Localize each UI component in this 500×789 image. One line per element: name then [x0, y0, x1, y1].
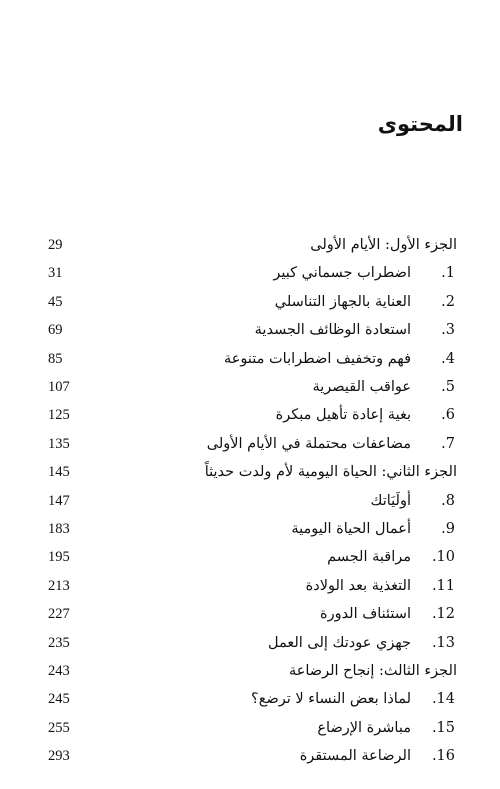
toc-chapter-row	[0, 346, 500, 372]
toc-chapter-row	[0, 317, 500, 343]
chapter-number: 8.	[441, 492, 455, 509]
page-number: 255	[48, 719, 70, 736]
toc-chapter-row	[0, 289, 500, 315]
page-number: 107	[48, 379, 70, 395]
toc-chapter-label	[371, 488, 456, 514]
chapter-title: اضطراب جسماني كبير	[273, 265, 411, 282]
toc-chapter-label	[320, 601, 455, 627]
toc-chapter-row	[0, 715, 500, 741]
page-title: المحتوى	[377, 112, 463, 136]
toc-chapter-label	[313, 374, 456, 400]
chapter-number: 3.	[441, 322, 455, 339]
page-number: 183	[48, 521, 70, 537]
toc-chapter-label	[207, 431, 455, 457]
page-number: 147	[48, 492, 70, 509]
chapter-title: لماذا بعض النساء لا ترضع؟	[251, 691, 411, 708]
chapter-number: 10.	[431, 549, 455, 566]
toc-chapter-label	[300, 743, 455, 769]
part-title: الجزء الأول: الأيام الأولى	[310, 237, 457, 253]
chapter-title: مباشرة الإرضاع	[317, 719, 411, 736]
page-number: 29	[48, 237, 63, 253]
toc-chapter-label	[268, 630, 455, 656]
part-title: الجزء الثالث: إنجاح الرضاعة	[288, 663, 457, 679]
toc-chapter-label	[251, 686, 455, 712]
page-number: 125	[48, 407, 70, 424]
page-number: 135	[48, 435, 70, 452]
toc-chapter-row	[0, 488, 500, 514]
page-number: 245	[48, 691, 70, 708]
page-number: 213	[48, 577, 70, 594]
toc-chapter-row	[0, 573, 500, 599]
page-number: 85	[48, 350, 63, 367]
toc-chapter-row	[0, 516, 500, 542]
toc-chapter-row	[0, 431, 500, 457]
page-number: 45	[48, 293, 63, 310]
toc-part-row	[0, 459, 500, 485]
toc-chapter-row	[0, 374, 500, 400]
chapter-title: مضاعفات محتملة في الأيام الأولى	[206, 435, 411, 452]
toc-chapter-label	[224, 346, 455, 372]
toc-chapter-label	[276, 402, 455, 428]
chapter-title: استعادة الوظائف الجسدية	[254, 322, 411, 339]
toc-chapter-label	[306, 573, 455, 599]
page-number: 145	[48, 464, 70, 481]
toc-chapter-label	[273, 260, 455, 286]
page-number: 293	[48, 748, 70, 765]
chapter-title: بغية إعادة تأهيل مبكرة	[275, 407, 411, 424]
chapter-title: العناية بالجهاز التناسلي	[274, 293, 411, 310]
chapter-number: 1.	[441, 265, 455, 282]
page-number: 195	[48, 549, 70, 566]
page-number: 31	[48, 265, 63, 282]
toc-part-row	[0, 232, 500, 258]
toc-chapter-label	[275, 289, 455, 315]
chapter-number: 2.	[441, 293, 455, 310]
chapter-number: 9.	[441, 521, 455, 537]
chapter-title: أعمال الحياة اليومية	[291, 521, 411, 537]
toc-chapter-row	[0, 601, 500, 627]
toc-chapter-label	[317, 715, 455, 741]
chapter-number: 6.	[441, 407, 455, 424]
chapter-title: الرضاعة المستقرة	[299, 748, 411, 765]
chapter-number: 15.	[431, 719, 455, 736]
chapter-title: مراقبة الجسم	[327, 549, 411, 566]
chapter-number: 16.	[431, 748, 455, 765]
page-number: 69	[48, 322, 63, 339]
chapter-number: 5.	[441, 379, 455, 395]
chapter-title: عواقب القيصرية	[312, 379, 411, 395]
chapter-title: أولَيَاتك	[370, 492, 411, 509]
page-number: 243	[48, 663, 70, 679]
chapter-number: 12.	[431, 606, 455, 623]
chapter-number: 7.	[441, 435, 455, 452]
toc-chapter-label	[291, 516, 455, 542]
toc-chapter-row	[0, 260, 500, 286]
chapter-number: 13.	[431, 634, 455, 651]
toc-part-row	[0, 658, 500, 684]
chapter-title: جهزي عودتك إلى العمل	[267, 634, 411, 651]
chapter-number: 11.	[431, 577, 455, 594]
toc-chapter-row	[0, 743, 500, 769]
chapter-title: استئناف الدورة	[319, 606, 411, 623]
toc-chapter-row	[0, 402, 500, 428]
toc-chapter-row	[0, 544, 500, 570]
toc-chapter-row	[0, 686, 500, 712]
toc-chapter-label	[327, 544, 455, 570]
toc-chapter-label	[255, 317, 455, 343]
page-number: 227	[48, 606, 70, 623]
part-title: الجزء الثاني: الحياة اليومية لأم ولدت حديثاً	[204, 464, 457, 481]
chapter-title: فهم وتخفيف اضطرابات متنوعة	[223, 350, 411, 367]
toc-chapter-row	[0, 630, 500, 656]
chapter-title: التغذية بعد الولادة	[305, 577, 411, 594]
chapter-number: 14.	[431, 691, 455, 708]
page-number: 235	[48, 634, 70, 651]
chapter-number: 4.	[441, 350, 455, 367]
